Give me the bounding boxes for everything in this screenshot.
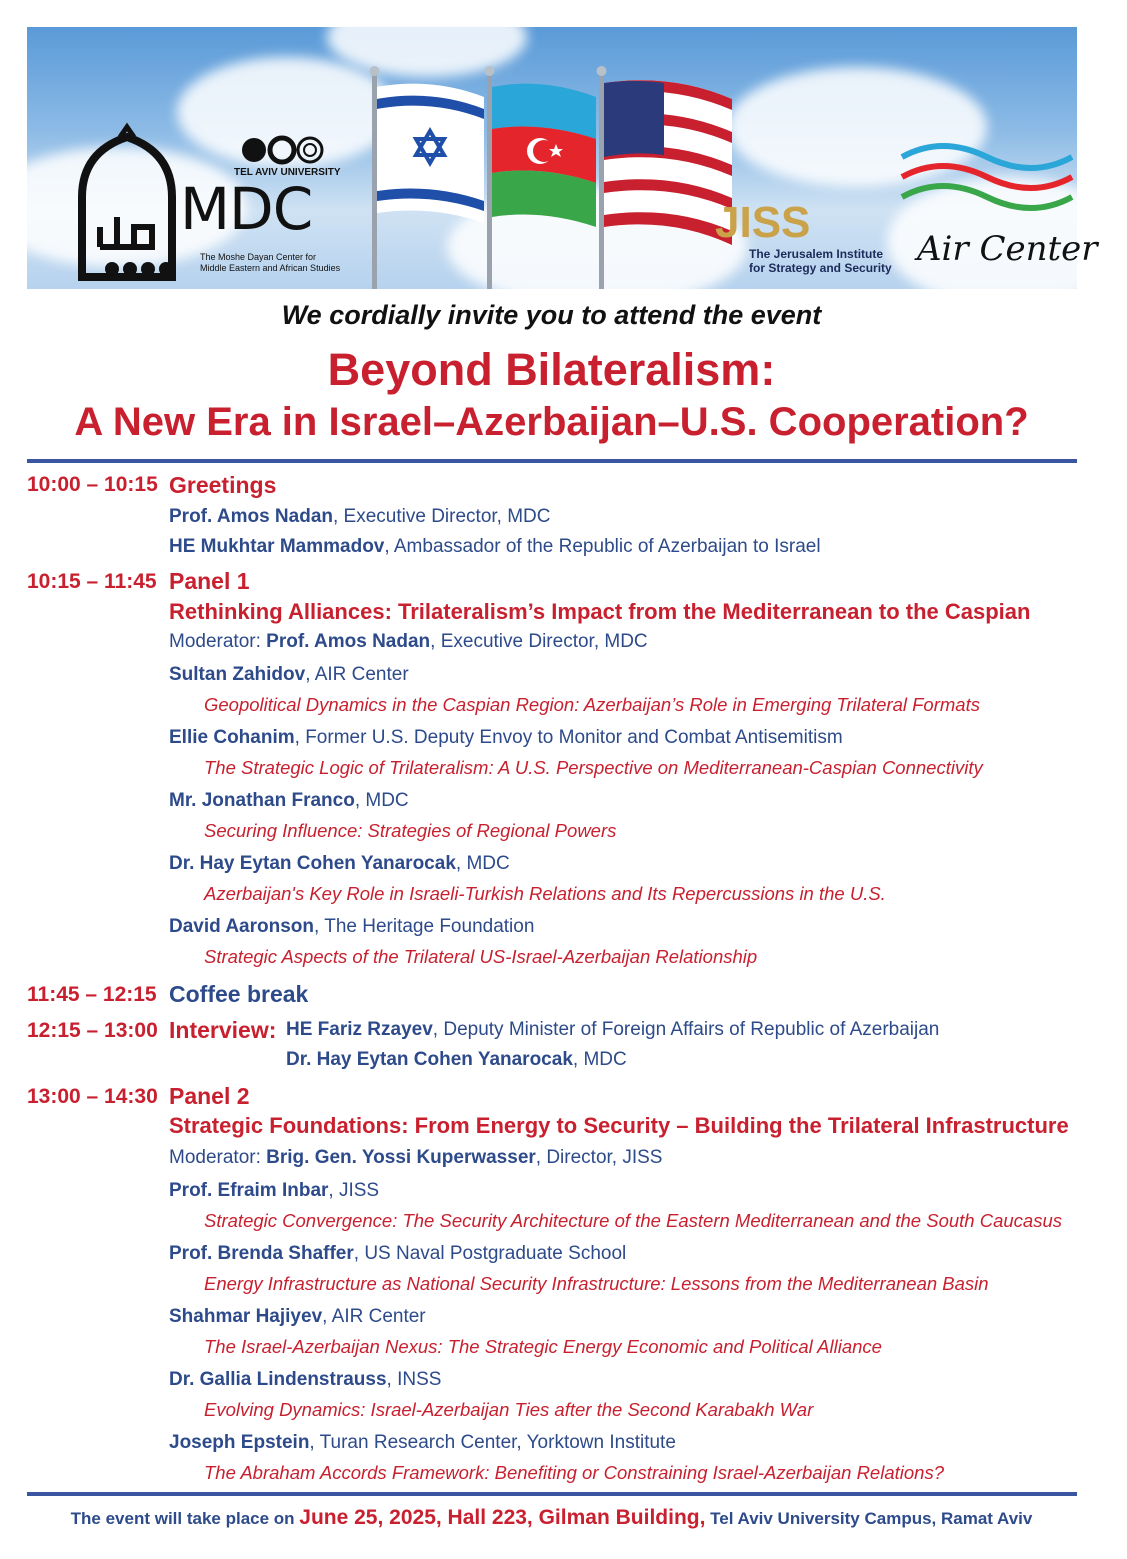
speaker-affiliation: , Ambassador of the Republic of Azerbaijan to Israel	[384, 536, 821, 557]
speaker-name: HE Mukhtar Mammadov	[169, 536, 385, 557]
talk-title: The Strategic Logic of Trilateralism: A U.S. Perspective on Mediterranean-Caspian Connectivity	[204, 757, 983, 778]
speaker-line	[169, 506, 551, 528]
speaker-name: Dr. Gallia Lindenstrauss	[169, 1369, 387, 1390]
speaker-name: Dr. Hay Eytan Cohen Yanarocak	[286, 1049, 573, 1070]
speaker-affiliation: , Executive Director, MDC	[333, 506, 551, 527]
mdc-subtitle-line: Middle Eastern and African Studies	[200, 263, 341, 273]
moderator-label: Moderator:	[169, 1147, 267, 1168]
speaker-affiliation: , MDC	[354, 790, 409, 811]
moderator-line	[169, 631, 648, 653]
speaker-line	[169, 916, 534, 938]
speaker-affiliation: , Director, JISS	[535, 1147, 663, 1168]
speaker-line	[169, 1306, 426, 1328]
session-heading: Coffee break	[169, 981, 309, 1007]
flagpole	[372, 71, 377, 289]
air-center-wordmark: Air Center	[917, 229, 1098, 269]
speaker-affiliation: , JISS	[328, 1180, 380, 1201]
panel-title: Rethinking Alliances: Trilateralism’s Impact from the Mediterranean to the Caspian	[169, 599, 1031, 624]
mdc-logo	[72, 127, 372, 287]
speaker-line	[169, 664, 409, 686]
header-banner	[27, 27, 1098, 289]
jiss-wordmark: JISS	[715, 198, 811, 247]
usa-flag-icon	[604, 80, 732, 245]
event-location-footer	[0, 1506, 1103, 1530]
azerbaijan-flag-icon	[492, 84, 596, 227]
speaker-line	[169, 1432, 676, 1454]
mosque-arch-icon	[72, 127, 182, 287]
speaker-affiliation: , MDC	[455, 853, 510, 874]
speaker-line	[286, 1049, 627, 1071]
talk-title: Strategic Aspects of the Trilateral US-Israel-Azerbaijan Relationship	[204, 946, 758, 967]
speaker-name: HE Fariz Rzayev	[286, 1019, 433, 1040]
speaker-line	[169, 1369, 441, 1391]
jiss-logo-icon	[715, 198, 865, 247]
divider	[27, 1492, 1077, 1496]
session-time: 13:00 – 14:30	[27, 1085, 158, 1108]
speaker-affiliation: , MDC	[572, 1049, 627, 1070]
talk-title: Evolving Dynamics: Israel-Azerbaijan Ties after the Second Karabakh War	[204, 1399, 814, 1420]
speaker-line	[169, 790, 409, 812]
speaker-line	[169, 1180, 379, 1202]
footer-date-venue: June 25, 2025, Hall 223, Gilman Building,	[299, 1506, 706, 1529]
talk-title: Securing Influence: Strategies of Regional Powers	[204, 820, 617, 841]
speaker-name: Joseph Epstein	[169, 1432, 310, 1453]
speaker-name: Sultan Zahidov	[169, 664, 306, 685]
moderator-label: Moderator:	[169, 631, 267, 652]
speaker-line	[169, 536, 821, 558]
panel-title: Strategic Foundations: From Energy to Security – Building the Trilateral Infrastructure	[169, 1113, 1069, 1138]
session-heading: Interview:	[169, 1017, 277, 1043]
speaker-affiliation: , Former U.S. Deputy Envoy to Monitor and Combat Antisemitism	[294, 727, 843, 748]
speaker-affiliation: , US Naval Postgraduate School	[353, 1243, 627, 1264]
tau-emblem-icon	[240, 135, 330, 165]
air-center-logo-icon	[897, 135, 1098, 285]
speaker-name: Prof. Efraim Inbar	[169, 1180, 329, 1201]
session-heading: Panel 2	[169, 1083, 250, 1109]
speaker-name: Mr. Jonathan Franco	[169, 790, 355, 811]
talk-title: The Abraham Accords Framework: Benefiting or Constraining Israel-Azerbaijan Relations?	[204, 1462, 944, 1483]
tau-label: TEL AVIV UNIVERSITY	[234, 167, 341, 178]
speaker-name: Prof. Amos Nadan	[266, 631, 431, 652]
jiss-subtitle	[749, 247, 892, 275]
speaker-line	[169, 853, 510, 875]
speaker-affiliation: , Turan Research Center, Yorktown Institute	[309, 1432, 676, 1453]
session-heading: Panel 1	[169, 568, 250, 594]
session-time: 12:15 – 13:00	[27, 1019, 158, 1042]
speaker-name: Dr. Hay Eytan Cohen Yanarocak	[169, 853, 456, 874]
flagpole	[599, 71, 604, 289]
speaker-name: Prof. Amos Nadan	[169, 506, 333, 527]
mdc-wordmark: MDC	[180, 175, 313, 243]
speaker-affiliation: , AIR Center	[305, 664, 409, 685]
speaker-affiliation: , Executive Director, MDC	[430, 631, 648, 652]
speaker-name: Ellie Cohanim	[169, 727, 295, 748]
footer-campus: Tel Aviv University Campus, Ramat Aviv	[705, 1509, 1033, 1528]
speaker-name: Shahmar Hajiyev	[169, 1306, 323, 1327]
speaker-name: Brig. Gen. Yossi Kuperwasser	[266, 1147, 536, 1168]
speaker-name: Prof. Brenda Shaffer	[169, 1243, 354, 1264]
israel-flag-icon	[377, 84, 484, 223]
flags-group	[372, 67, 732, 289]
speaker-name: David Aaronson	[169, 916, 314, 937]
mdc-subtitle	[200, 252, 400, 274]
talk-title: Azerbaijan's Key Role in Israeli-Turkish Relations and Its Repercussions in the U.S.	[204, 883, 886, 904]
speaker-line	[286, 1019, 939, 1041]
talk-title: Strategic Convergence: The Security Architecture of the Eastern Mediterranean and the South Caucasus	[204, 1210, 1062, 1231]
divider	[27, 459, 1077, 463]
invitation-line: We cordially invite you to attend the event	[281, 300, 822, 330]
footer-prefix: The event will take place on	[70, 1509, 300, 1528]
speaker-affiliation: , The Heritage Foundation	[314, 916, 535, 937]
talk-title: The Israel-Azerbaijan Nexus: The Strategic Energy Economic and Political Alliance	[204, 1336, 882, 1357]
speaker-affiliation: , Deputy Minister of Foreign Affairs of Republic of Azerbaijan	[432, 1019, 940, 1040]
event-subtitle: A New Era in Israel–Azerbaijan–U.S. Cooperation?	[74, 400, 1029, 444]
moderator-line	[169, 1147, 662, 1169]
session-heading: Greetings	[169, 472, 277, 498]
event-title: Beyond Bilateralism:	[327, 344, 776, 395]
flagpole	[487, 71, 492, 289]
jiss-subtitle-line: for Strategy and Security	[749, 261, 892, 275]
speaker-affiliation: , AIR Center	[322, 1306, 426, 1327]
session-time: 11:45 – 12:15	[27, 983, 157, 1006]
speaker-affiliation: , INSS	[386, 1369, 442, 1390]
talk-title: Geopolitical Dynamics in the Caspian Region: Azerbaijan’s Role in Emerging Trilateral Formats	[204, 694, 980, 715]
jiss-subtitle-line: The Jerusalem Institute	[749, 247, 884, 261]
speaker-line	[169, 1243, 626, 1265]
session-time: 10:15 – 11:45	[27, 570, 157, 593]
talk-title: Energy Infrastructure as National Security Infrastructure: Lessons from the Mediterranean Basin	[204, 1273, 989, 1294]
mdc-subtitle-line: The Moshe Dayan Center for	[200, 252, 317, 262]
speaker-line	[169, 727, 843, 749]
session-time: 10:00 – 10:15	[27, 473, 158, 496]
